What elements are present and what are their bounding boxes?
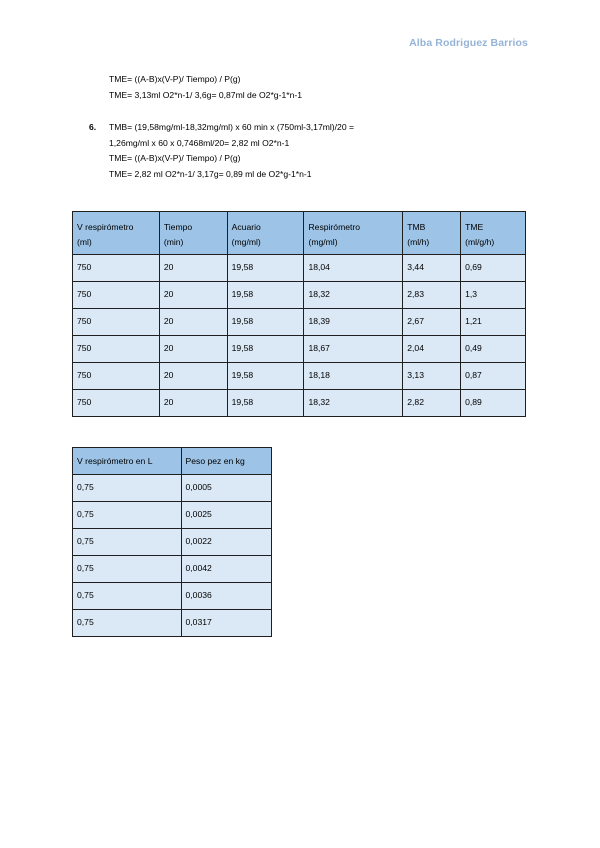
table-row bbox=[73, 583, 272, 610]
formula-line: 1,26mg/ml x 60 x 0,7468ml/20= 2,82 ml O2*n-1 bbox=[109, 137, 290, 148]
table-header-row bbox=[73, 448, 272, 475]
col-header-respirometer: Respirómetro (mg/ml) bbox=[304, 212, 403, 255]
table-cell: 750 bbox=[73, 282, 160, 309]
table-cell: 20 bbox=[159, 282, 227, 309]
table-row bbox=[73, 610, 272, 637]
table-cell: 18,67 bbox=[304, 336, 403, 363]
table-cell: 2,67 bbox=[403, 309, 461, 336]
table-cell: 750 bbox=[73, 336, 160, 363]
formula-line: TME= 3,13ml O2*n-1/ 3,6g= 0,87ml de O2*g-1*n-1 bbox=[109, 89, 302, 100]
col-header-aquarium: Acuario (mg/ml) bbox=[227, 212, 304, 255]
table-cell: 0,75 bbox=[73, 529, 182, 556]
col-header-volume-l: V respirómetro en L bbox=[73, 448, 182, 475]
col-header-tme: TME (ml/g/h) bbox=[461, 212, 526, 255]
table-row bbox=[73, 336, 526, 363]
results-table bbox=[72, 211, 526, 417]
table-cell: 0,0025 bbox=[181, 502, 271, 529]
table-cell: 0,75 bbox=[73, 556, 182, 583]
table-row bbox=[73, 390, 526, 417]
item-number-6: 6. bbox=[89, 122, 97, 132]
formula-block-6 bbox=[109, 120, 354, 182]
table-cell: 2,04 bbox=[403, 336, 461, 363]
table-row bbox=[73, 255, 526, 282]
table-cell: 750 bbox=[73, 363, 160, 390]
table-cell: 0,0022 bbox=[181, 529, 271, 556]
table-cell: 0,69 bbox=[461, 255, 526, 282]
table-cell: 750 bbox=[73, 255, 160, 282]
table-cell: 18,39 bbox=[304, 309, 403, 336]
table-cell: 1,3 bbox=[461, 282, 526, 309]
conversion-table bbox=[72, 447, 272, 637]
formula-block-1 bbox=[109, 72, 302, 103]
table-row bbox=[73, 363, 526, 390]
table-row bbox=[73, 475, 272, 502]
table-row bbox=[73, 529, 272, 556]
table-cell: 18,32 bbox=[304, 282, 403, 309]
table-cell: 0,0005 bbox=[181, 475, 271, 502]
table-cell: 3,44 bbox=[403, 255, 461, 282]
formula-line: TMB= (19,58mg/ml-18,32mg/ml) x 60 min x (750ml-3,17ml)/20 = bbox=[109, 122, 355, 132]
table-cell: 20 bbox=[159, 363, 227, 390]
table-cell: 1,21 bbox=[461, 309, 526, 336]
table-cell: 19,58 bbox=[227, 336, 304, 363]
table-cell: 20 bbox=[159, 309, 227, 336]
table-cell: 0,89 bbox=[461, 390, 526, 417]
table-cell: 19,58 bbox=[227, 390, 304, 417]
table-cell: 18,32 bbox=[304, 390, 403, 417]
table-row bbox=[73, 309, 526, 336]
table-cell: 2,83 bbox=[403, 282, 461, 309]
table-header-row bbox=[73, 212, 526, 255]
col-header-tmb: TMB (ml/h) bbox=[403, 212, 461, 255]
table-cell: 3,13 bbox=[403, 363, 461, 390]
table-cell: 0,75 bbox=[73, 610, 182, 637]
table-cell: 0,75 bbox=[73, 475, 182, 502]
table-cell: 20 bbox=[159, 255, 227, 282]
table-cell: 0,87 bbox=[461, 363, 526, 390]
table-row bbox=[73, 282, 526, 309]
table-row bbox=[73, 502, 272, 529]
table-cell: 19,58 bbox=[227, 282, 304, 309]
table-cell: 750 bbox=[73, 390, 160, 417]
formula-line: TME= ((A-B)x(V-P)/ Tiempo) / P(g) bbox=[109, 153, 241, 163]
table-cell: 20 bbox=[159, 336, 227, 363]
table-cell: 18,18 bbox=[304, 363, 403, 390]
table-cell: 0,75 bbox=[73, 502, 182, 529]
table-cell: 0,0317 bbox=[181, 610, 271, 637]
table-cell: 0,49 bbox=[461, 336, 526, 363]
table-cell: 19,58 bbox=[227, 255, 304, 282]
table-cell: 0,75 bbox=[73, 583, 182, 610]
col-header-volume: V respirómetro (ml) bbox=[73, 212, 160, 255]
table-cell: 18,04 bbox=[304, 255, 403, 282]
header-author: Alba Rodriguez Barrios bbox=[409, 37, 528, 49]
table-cell: 19,58 bbox=[227, 309, 304, 336]
col-header-fish-weight: Peso pez en kg bbox=[181, 448, 271, 475]
table-cell: 750 bbox=[73, 309, 160, 336]
formula-line: TME= ((A-B)x(V-P)/ Tiempo) / P(g) bbox=[109, 74, 241, 84]
table-cell: 0,0042 bbox=[181, 556, 271, 583]
table-cell: 19,58 bbox=[227, 363, 304, 390]
formula-line: TME= 2,82 ml O2*n-1/ 3,17g= 0,89 ml de O2*g-1*n-1 bbox=[109, 168, 312, 179]
table-row bbox=[73, 556, 272, 583]
table-cell: 0,0036 bbox=[181, 583, 271, 610]
table-cell: 20 bbox=[159, 390, 227, 417]
table-cell: 2,82 bbox=[403, 390, 461, 417]
col-header-time: Tiempo (min) bbox=[159, 212, 227, 255]
